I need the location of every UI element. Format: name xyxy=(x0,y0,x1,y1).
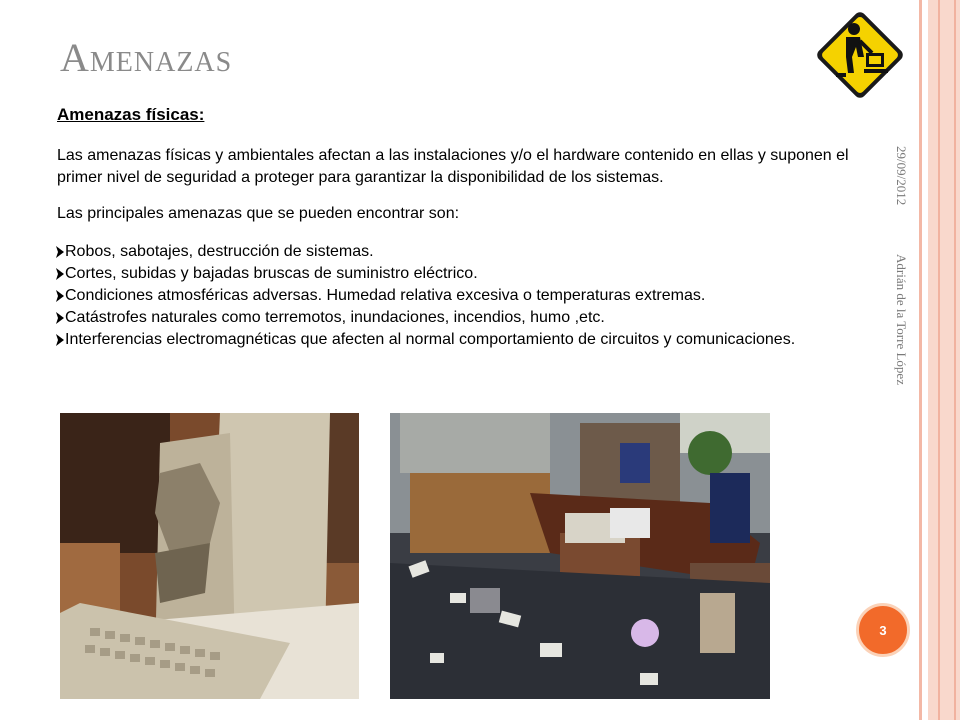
intro-paragraph: Las amenazas físicas y ambientales afectan a las instalaciones y/o el hardware contenido en ellas y suponen el primer nivel de seguridad a proteger para garantizar la disponibilidad de los sistemas. xyxy=(57,147,849,186)
decor-stripe-edge xyxy=(954,0,956,720)
list-item-text: Cortes, subidas y bajadas bruscas de suministro eléctrico. xyxy=(65,265,478,282)
slide-date: 29/09/2012 xyxy=(894,146,909,206)
threat-list xyxy=(57,241,885,351)
list-item xyxy=(57,241,885,263)
section-heading: Amenazas físicas: xyxy=(57,105,205,124)
arrowhead-bullet-icon xyxy=(55,241,65,263)
arrowhead-bullet-icon xyxy=(55,307,65,329)
ransacked-office-photo xyxy=(390,413,770,699)
destroyed-computer-photo xyxy=(60,413,359,699)
list-item-text: Condiciones atmosféricas adversas. Humedad relativa excesiva o temperaturas extremas. xyxy=(65,287,706,304)
list-intro-paragraph: Las principales amenazas que se pueden encontrar son: xyxy=(57,205,460,222)
decor-stripe-inner xyxy=(938,0,940,720)
list-item-text: Robos, sabotajes, destrucción de sistemas. xyxy=(65,243,374,260)
list-item xyxy=(57,329,885,351)
list-item-text: Interferencias electromagnéticas que afecten al normal comportamiento de circuitos y comunicaciones. xyxy=(65,331,796,348)
list-item xyxy=(57,307,885,329)
list-item xyxy=(57,285,885,307)
page-number-badge: 3 xyxy=(856,603,910,657)
list-item xyxy=(57,263,885,285)
decor-stripe-thin xyxy=(919,0,922,720)
arrowhead-bullet-icon xyxy=(55,263,65,285)
slide-body xyxy=(57,104,885,351)
arrowhead-bullet-icon xyxy=(55,285,65,307)
arrowhead-bullet-icon xyxy=(55,329,65,351)
slide-author: Adrián de la Torre López xyxy=(894,254,909,385)
warning-sign-icon xyxy=(806,1,914,109)
slide-title: Amenazas xyxy=(60,35,233,80)
list-item-text: Catástrofes naturales como terremotos, inundaciones, incendios, humo ,etc. xyxy=(65,309,605,326)
